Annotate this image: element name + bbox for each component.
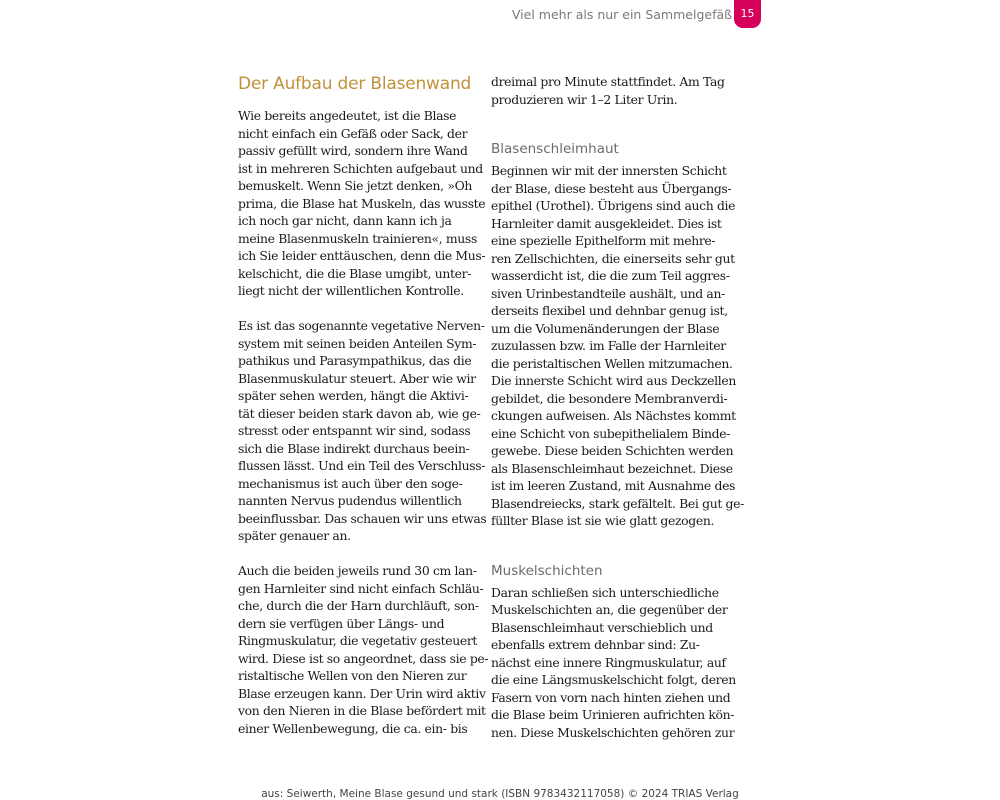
text-line: liegt nicht der willentlichen Kontrolle. — [238, 283, 464, 298]
text-line: später genauer an. — [238, 528, 351, 543]
text-line: stresst oder entspannt wir sind, sodass — [238, 423, 471, 438]
text-line: ristaltische Wellen von den Nieren zur — [238, 668, 467, 683]
text-line: zuzulassen bzw. im Falle der Harnleiter — [491, 338, 726, 353]
left-paragraphs — [238, 107, 489, 737]
text-line: Blase erzeugen kann. Der Urin wird aktiv — [238, 685, 486, 701]
text-line: nen. Diese Muskelschichten gehören zur — [491, 724, 735, 740]
paragraph — [238, 107, 486, 300]
text-line: um die Volumenänderungen der Blase — [491, 320, 720, 336]
text-line: che, durch die der Harn durchläuft, son- — [238, 598, 479, 613]
text-line: eine spezielle Epithelform mit mehre- — [491, 233, 716, 248]
text-line: derseits flexibel und dehnbar genug ist, — [491, 303, 728, 318]
text-line: Die innerste Schicht wird aus Deckzellen — [491, 373, 737, 388]
text-line: ckungen aufweisen. Als Nächstes kommt — [491, 408, 736, 423]
paragraph — [238, 562, 489, 737]
section-body — [491, 584, 736, 742]
text-line: prima, die Blase hat Muskeln, das wusste — [238, 195, 486, 211]
text-line: mechanismus ist auch über den soge- — [238, 475, 463, 491]
text-line: passiv gefüllt wird, sondern ihre Wand — [238, 143, 468, 158]
right-column — [491, 73, 744, 741]
text-line: gen Harnleiter sind nicht einfach Schläu- — [238, 580, 484, 596]
text-line: die eine Längsmuskelschicht folgt, deren — [491, 672, 736, 687]
text-line: die peristaltischen Wellen mitzumachen. — [491, 355, 733, 371]
text-line: siven Urinbestandteile aushält, und an- — [491, 285, 725, 301]
text-line: ich Sie leider enttäuschen, denn die Mus- — [238, 248, 486, 263]
spacer — [491, 530, 731, 563]
running-head: Viel mehr als nur ein Sammelgefäß — [511, 7, 732, 22]
page-number-badge: 15 — [734, 0, 761, 28]
text-line: eine Schicht von subepithelialem Binde- — [491, 425, 731, 441]
text-line: dern sie verfügen über Längs- und — [238, 615, 445, 631]
text-line: kelschicht, die die Blase umgibt, unter- — [238, 265, 472, 281]
text-line: Es ist das sogenannte vegetative Nerven- — [238, 318, 485, 333]
citation-footer: aus: Seiwerth, Meine Blase gesund und stark (ISBN 9783432117058) © 2024 TRIAS Verlag — [261, 788, 739, 800]
left-column — [238, 73, 489, 755]
text-line: Beginnen wir mit der innersten Schicht — [491, 163, 727, 178]
text-line: Blasenschleimhaut verschieblich und — [491, 619, 713, 635]
spacer — [491, 108, 731, 141]
subheading-blasenschleimhaut: Blasenschleimhaut — [491, 141, 619, 157]
text-line: nächst eine innere Ringmuskulatur, auf — [491, 654, 726, 670]
text-line: Harnleiter damit ausgekleidet. Dies ist — [491, 215, 722, 231]
text-line: Blasendreiecks, stark gefältelt. Bei gut ge- — [491, 495, 744, 511]
text-line: Blasenmuskulatur steuert. Aber wie wir — [238, 370, 476, 386]
text-line: wird. Diese ist so angeordnet, dass sie pe- — [238, 650, 489, 666]
text-line: sich die Blase indirekt durchaus beein- — [238, 440, 470, 456]
text-line: ist im leeren Zustand, mit Ausnahme des — [491, 478, 736, 493]
text-line: Fasern von vorn nach hinten ziehen und — [491, 689, 731, 705]
text-line: Wie bereits angedeutet, ist die Blase — [238, 108, 457, 123]
text-line: epithel (Urothel). Übrigens sind auch die — [491, 198, 736, 213]
text-line: Ringmuskulatur, die vegetativ gesteuert — [238, 633, 478, 648]
text-line: einer Wellenbewegung, die ca. ein- bis — [238, 720, 468, 736]
text-line: beeinflussbar. Das schauen wir uns etwas — [238, 510, 487, 526]
text-line: als Blasenschleimhaut bezeichnet. Diese — [491, 460, 733, 476]
section-heading-blasenwand: Der Aufbau der Blasenwand — [238, 74, 472, 94]
text-line: Daran schließen sich unterschiedliche — [491, 584, 719, 600]
text-line: ich noch gar nicht, dann kann ich ja — [238, 213, 452, 228]
text-line: gebildet, die besondere Membranverdi- — [491, 390, 728, 406]
right-intro — [491, 73, 731, 108]
text-line: tät dieser beiden stark davon ab, wie ge- — [238, 405, 481, 421]
text-line: nannten Nervus pudendus willentlich — [238, 493, 462, 508]
text-line: füllter Blase ist sie wie glatt gezogen. — [491, 513, 715, 528]
section-blasenschleimhaut — [491, 141, 744, 530]
text-line: flussen lässt. Und ein Teil des Verschluss- — [238, 458, 486, 473]
text-line: pathikus und Parasympathikus, das die — [238, 353, 472, 368]
text-line: ren Zellschichten, die einerseits sehr gut — [491, 250, 735, 266]
text-line: von den Nieren in die Blase befördert mit — [238, 703, 486, 718]
text-line: Auch die beiden jeweils rund 30 cm lan- — [238, 563, 477, 578]
section-muskelschichten — [491, 562, 736, 742]
text-line: gewebe. Diese beiden Schichten werden — [491, 443, 734, 458]
text-line: wasserdicht ist, die die zum Teil aggres- — [491, 268, 730, 283]
text-line: bemuskelt. Wenn Sie jetzt denken, »Oh — [238, 178, 473, 193]
text-line: später sehen werden, hängt die Aktivi- — [238, 388, 469, 403]
text-line: nicht einfach ein Gefäß oder Sack, der — [238, 125, 468, 141]
page-header — [0, 0, 1000, 28]
section-body — [491, 162, 744, 530]
paragraph — [238, 317, 487, 545]
text-line: produzieren wir 1–2 Liter Urin. — [491, 91, 678, 107]
text-line: ebenfalls extrem dehnbar sind: Zu- — [491, 637, 700, 652]
subheading-muskelschichten: Muskelschichten — [491, 562, 603, 579]
text-line: die Blase beim Urinieren aufrichten kön- — [491, 707, 735, 722]
text-line: dreimal pro Minute stattfindet. Am Tag — [491, 74, 725, 89]
text-line: Muskelschichten an, die gegenüber der — [491, 602, 728, 617]
text-line: meine Blasenmuskeln trainieren«, muss — [238, 230, 477, 246]
text-line: system mit seinen beiden Anteilen Sym- — [238, 335, 477, 351]
text-line: der Blase, diese besteht aus Übergangs- — [491, 180, 732, 196]
text-line: ist in mehreren Schichten aufgebaut und — [238, 160, 483, 176]
